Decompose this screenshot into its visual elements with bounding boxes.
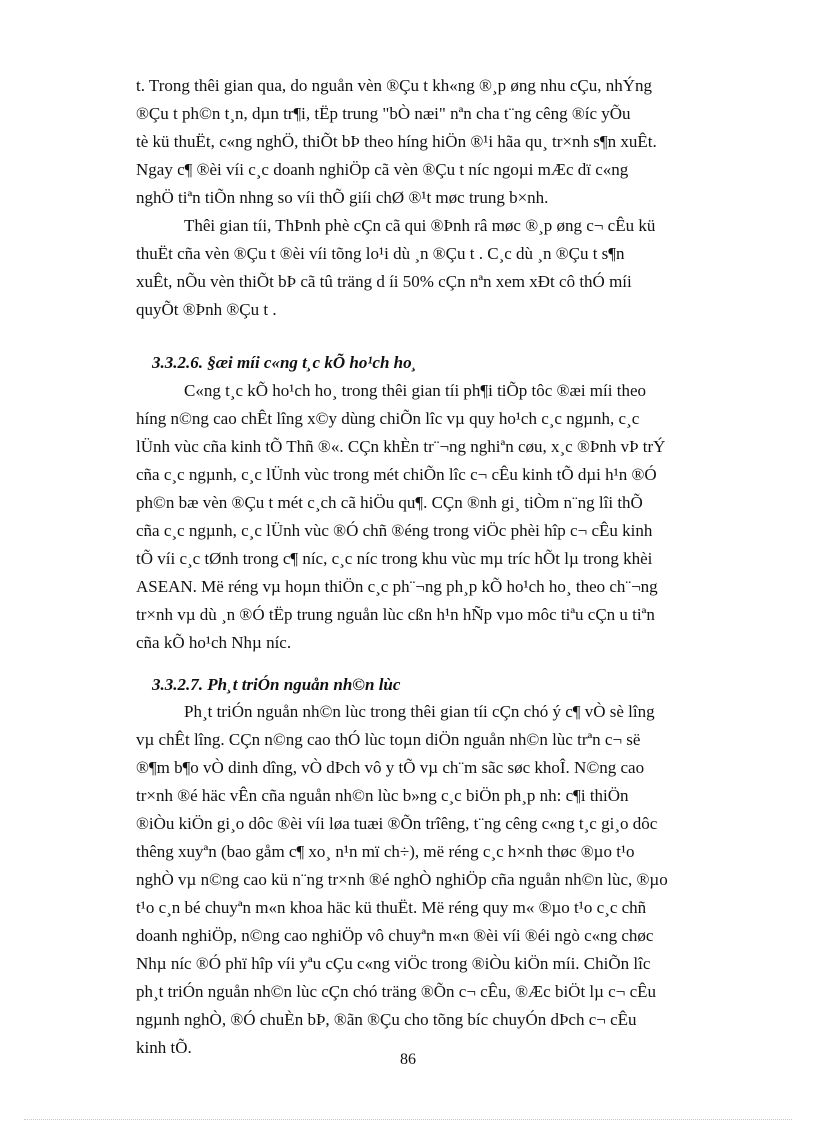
text-line: vµ chÊt lîng. CÇn n©ng cao thÓ lùc toµn diÖn nguån nh©n lùc trªn c¬ së <box>136 730 641 749</box>
text-line: C«ng t¸c kÕ ho¹ch ho¸ trong thêi gian tíi ph¶i tiÕp tôc ®æi míi theo <box>184 381 646 400</box>
text-line: Ngay c¶ ®èi víi c¸c doanh nghiÖp cã vèn ®Çu t níc ngoµi mÆc dï c«ng <box>136 160 629 179</box>
text-line: thêng xuyªn (bao gåm c¶ xo¸ n¹n mï ch÷), më réng c¸c h×nh thøc ®µo t¹o <box>136 842 635 861</box>
text-line: Nhµ níc ®Ó phï hîp víi yªu cÇu c«ng viÖc trong ®iÒu kiÖn míi. ChiÕn lîc <box>136 954 651 973</box>
text-line: cña kÕ ho¹ch Nhµ níc. <box>136 633 292 652</box>
text-line: ngµnh nghÒ, ®Ó chuÈn bÞ, ®ãn ®Çu cho tõng bíc chuyÓn dÞch c¬ cÊu <box>136 1010 637 1029</box>
text-line: ®¶m b¶o vÒ dinh dîng, vÒ dÞch vô y tÕ vµ ch¨m sãc søc khoÎ. N©ng cao <box>136 758 645 777</box>
text-line: ®iÒu kiÖn gi¸o dôc ®èi víi løa tuæi ®Õn trîêng, t¨ng cêng c«ng t¸c gi¸o dôc <box>136 814 658 833</box>
text-line: ASEAN. Më réng vµ hoµn thiÖn c¸c ph¨¬ng ph¸p kÕ ho¹ch ho¸ theo ch¨¬ng <box>136 577 658 596</box>
paragraph-1 <box>136 72 766 212</box>
text-line: tÕ víi c¸c tØnh trong c¶ níc, c¸c níc trong khu vùc mµ tríc hÕt lµ trong khèi <box>136 549 653 568</box>
text-line: híng n©ng cao chÊt lîng x©y dùng chiÕn lîc vµ quy ho¹ch c¸c ngµnh, c¸c <box>136 409 640 428</box>
text-line: tr×nh vµ dù ¸n ®Ó tËp trung nguån lùc cßn h¹n hÑp vµo môc tiªu cÇn u tiªn <box>136 605 655 624</box>
text-line: tè kü thuËt, c«ng nghÖ, thiÕt bÞ theo híng hiÖn ®¹i hãa qu¸ tr×nh s¶n xuÊt. <box>136 132 657 151</box>
text-line: tr×nh ®é häc vÊn cña nguån nh©n lùc b»ng c¸c biÖn ph¸p nh: c¶i thiÖn <box>136 786 629 805</box>
text-line: cña c¸c ngµnh, c¸c lÜnh vùc trong mét chiÕn lîc c¬ cÊu kinh tÕ dµi h¹n ®Ó <box>136 465 657 484</box>
paragraph-2 <box>136 212 766 324</box>
page-number: 86 <box>400 1051 416 1068</box>
text-line: Ph¸t triÓn nguån nh©n lùc trong thêi gian tíi cÇn chó ý c¶ vÒ sè lîng <box>184 702 655 721</box>
text-line: ph©n bæ vèn ®Çu t mét c¸ch cã hiÖu qu¶. CÇn ®nh gi¸ tiÒm n¨ng lîi thÕ <box>136 493 643 512</box>
text-line: cña c¸c ngµnh, c¸c lÜnh vùc ®Ó chñ ®éng trong viÖc phèi hîp c¬ cÊu kinh <box>136 521 653 540</box>
text-line: t¹o c¸n bé chuyªn m«n khoa häc kü thuËt. Më réng quy m« ®µo t¹o c¸c chñ <box>136 898 647 917</box>
text-line: doanh nghiÖp, n©ng cao nghiÖp vô chuyªn m«n ®èi víi ®éi ngò c«ng chøc <box>136 926 654 945</box>
paragraph-4 <box>136 698 766 1062</box>
footer-divider <box>24 1119 792 1120</box>
text-line: lÜnh vùc cña kinh tÕ Thñ ®«. CÇn khÈn tr¨¬ng nghiªn cøu, x¸c ®Þnh vÞ trÝ <box>136 437 666 456</box>
text-line: nghÒ vµ n©ng cao kü n¨ng tr×nh ®é nghÒ nghiÖp cña nguån nh©n lùc, ®µo <box>136 870 668 889</box>
text-line: ph¸t triÓn nguån nh©n lùc cÇn chó träng ®Õn c¬ cÊu, ®Æc biÖt lµ c¬ cÊu <box>136 982 656 1001</box>
text-line: quyÕt ®Þnh ®Çu t . <box>136 300 277 319</box>
section-heading-3-3-2-7: 3.3.2.7. Ph¸t triÓn nguån nh©n lùc <box>152 675 401 694</box>
text-line: ®Çu t ph©n t¸n, dµn tr¶i, tËp trung "bÒ næi" nªn cha t¨ng cêng ®íc yÕu <box>136 104 631 123</box>
text-line: nghÖ tiªn tiÕn nhng so víi thÕ giíi chØ ®¹t møc trung b×nh. <box>136 188 549 207</box>
text-line: kinh tÕ. <box>136 1038 192 1057</box>
text-line: t. Trong thêi gian qua, do nguån vèn ®Çu t kh«ng ®¸p øng nhu cÇu, nhÝng <box>136 76 652 95</box>
text-line: xuÊt, nÕu vèn thiÕt bÞ cã tû träng d íi 50% cÇn nªn xem xÐt cô thÓ míi <box>136 272 632 291</box>
section-heading-3-3-2-6: 3.3.2.6. §æi míi c«ng t¸c kÕ ho¹ch ho¸ <box>152 353 418 372</box>
text-line: Thêi gian tíi, ThÞnh phè cÇn cã qui ®Þnh râ møc ®¸p øng c¬ cÊu kü <box>184 216 656 235</box>
text-line: thuËt cña vèn ®Çu t ®èi víi tõng lo¹i dù ¸n ®Çu t . C¸c dù ¸n ®Çu t s¶n <box>136 244 625 263</box>
paragraph-3 <box>136 377 766 657</box>
